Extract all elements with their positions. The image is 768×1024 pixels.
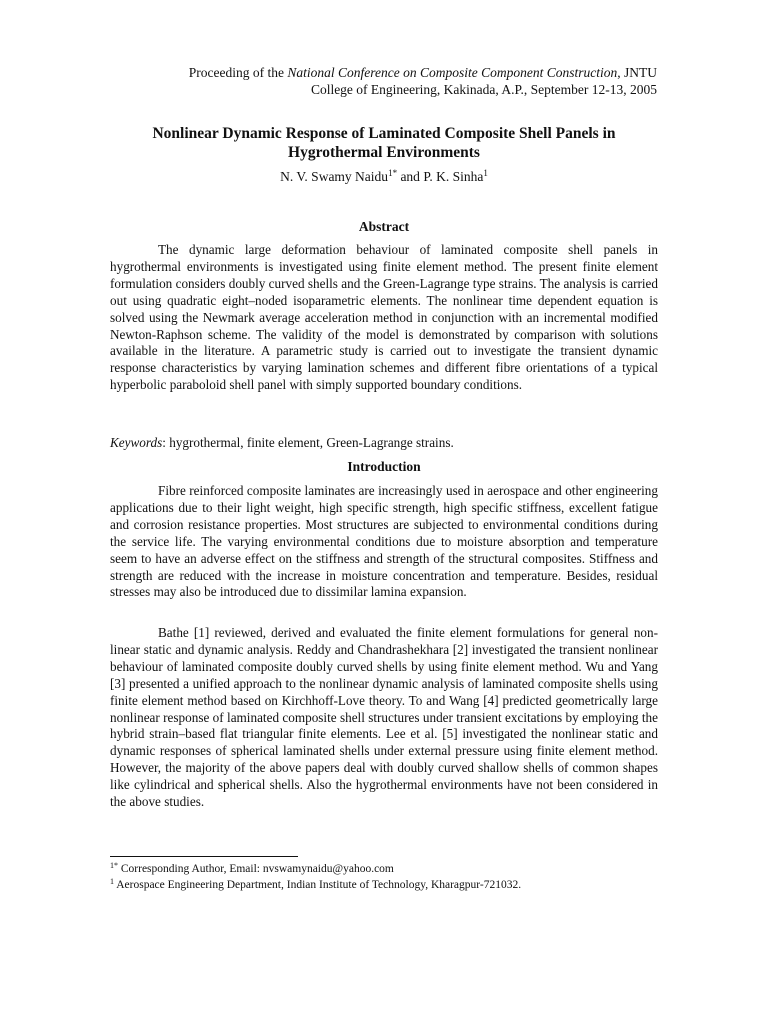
footnote-2-text: Aerospace Engineering Department, Indian Institute of Technology, Kharagpur-721032. bbox=[114, 879, 522, 891]
author-1: N. V. Swamy Naidu bbox=[280, 169, 389, 184]
author-2: P. K. Sinha bbox=[423, 169, 484, 184]
proceeding-line-2: College of Engineering, Kakinada, A.P., September 12-13, 2005 bbox=[310, 82, 657, 97]
introduction-paragraph-2: Bathe [1] reviewed, derived and evaluated the finite element formulations for general non-linear static and dynamic analysis. Reddy and Chandrashekhara [2] investigated the transient nonlinear behaviour of laminated composite doubly curved shells by using finite element method. Wu and Yang [3] presented a unified approach to the nonlinear dynamic analysis of laminated composite shells using finite element method based on Kirchhoff-Love theory. To and Wang [4] predicted geometrically large nonlinear response of laminated composite shell structures under transient excitations by employing the hybrid strain–based flat triangular finite elements. Lee et al. [5] investigated the nonlinear static and dynamic responses of spherical laminated shells under external pressure using finite element method. However, the majority of the above papers deal with doubly curved shallow shells of common shapes like cylindrical and spherical shells. Also the hygrothermal environments have not been considered in the above studies. bbox=[110, 625, 658, 810]
title-line-1: Nonlinear Dynamic Response of Laminated Composite Shell Panels in bbox=[152, 125, 616, 142]
author-1-affiliation-mark: 1* bbox=[388, 168, 398, 178]
footnote-2-mark: 1 bbox=[110, 877, 114, 886]
author-2-affiliation-mark: 1 bbox=[483, 168, 488, 178]
footnote-1 bbox=[110, 862, 658, 876]
proceeding-line-1 bbox=[100, 64, 657, 81]
footnote-1-text: Corresponding Author, Email: nvswamynaidu@yahoo.com bbox=[118, 863, 394, 875]
author-line bbox=[110, 168, 658, 186]
introduction-paragraph-1: Fibre reinforced composite laminates are increasingly used in aerospace and other engineering applications due to their light weight, high specific strength, high specific stiffness, excellent fatigue and corrosion resistance properties. Most structures are subjected to environmental conditions during the service life. The varying environmental conditions due to moisture absorption and temperature seem to have an adverse effect on the stiffness and strength of the structural composites. Stiffness and strength are reduced with the increase in moisture concentration and temperature. Besides, residual stresses may also be introduced due to dissimilar lamina expansion. bbox=[110, 483, 658, 600]
paper-title bbox=[100, 124, 668, 162]
abstract-heading: Abstract bbox=[358, 219, 410, 234]
proceeding-suffix: , JNTU bbox=[617, 65, 657, 80]
keywords-text: : hygrothermal, finite element, Green-Lagrange strains. bbox=[162, 435, 454, 450]
keywords-label: Keywords bbox=[110, 435, 163, 450]
introduction-heading: Introduction bbox=[347, 459, 421, 474]
abstract-body: The dynamic large deformation behaviour of laminated composite shell panels in hygrothermal environments is investigated using finite element method. The present finite element formulation considers doubly curved shells and the Green-Lagrange type strains. The analysis is carried out using quadratic eight–noded isoparametric elements. The nonlinear time dependent equation is solved using the Newmark average acceleration method in conjunction with an incremental modified Newton-Raphson scheme. The validity of the model is demonstrated by comparison with solutions available in the literature. A parametric study is carried out to investigate the transient dynamic response characteristics by varying lamination schemes and different fibre orientations of a typical hyperbolic paraboloid shell panel with simply supported boundary conditions. bbox=[110, 242, 658, 393]
proceeding-prefix: Proceeding of the bbox=[188, 65, 288, 80]
footnote-2 bbox=[110, 878, 658, 892]
footnote-divider bbox=[110, 856, 298, 857]
proceeding-header bbox=[100, 64, 657, 98]
title-line-2: Hygrothermal Environments bbox=[288, 144, 480, 161]
footnote-1-mark: 1* bbox=[110, 861, 118, 870]
keywords-line bbox=[110, 434, 658, 451]
author-conjunction: and bbox=[397, 169, 424, 184]
conference-name: National Conference on Composite Component Construction bbox=[287, 65, 618, 80]
